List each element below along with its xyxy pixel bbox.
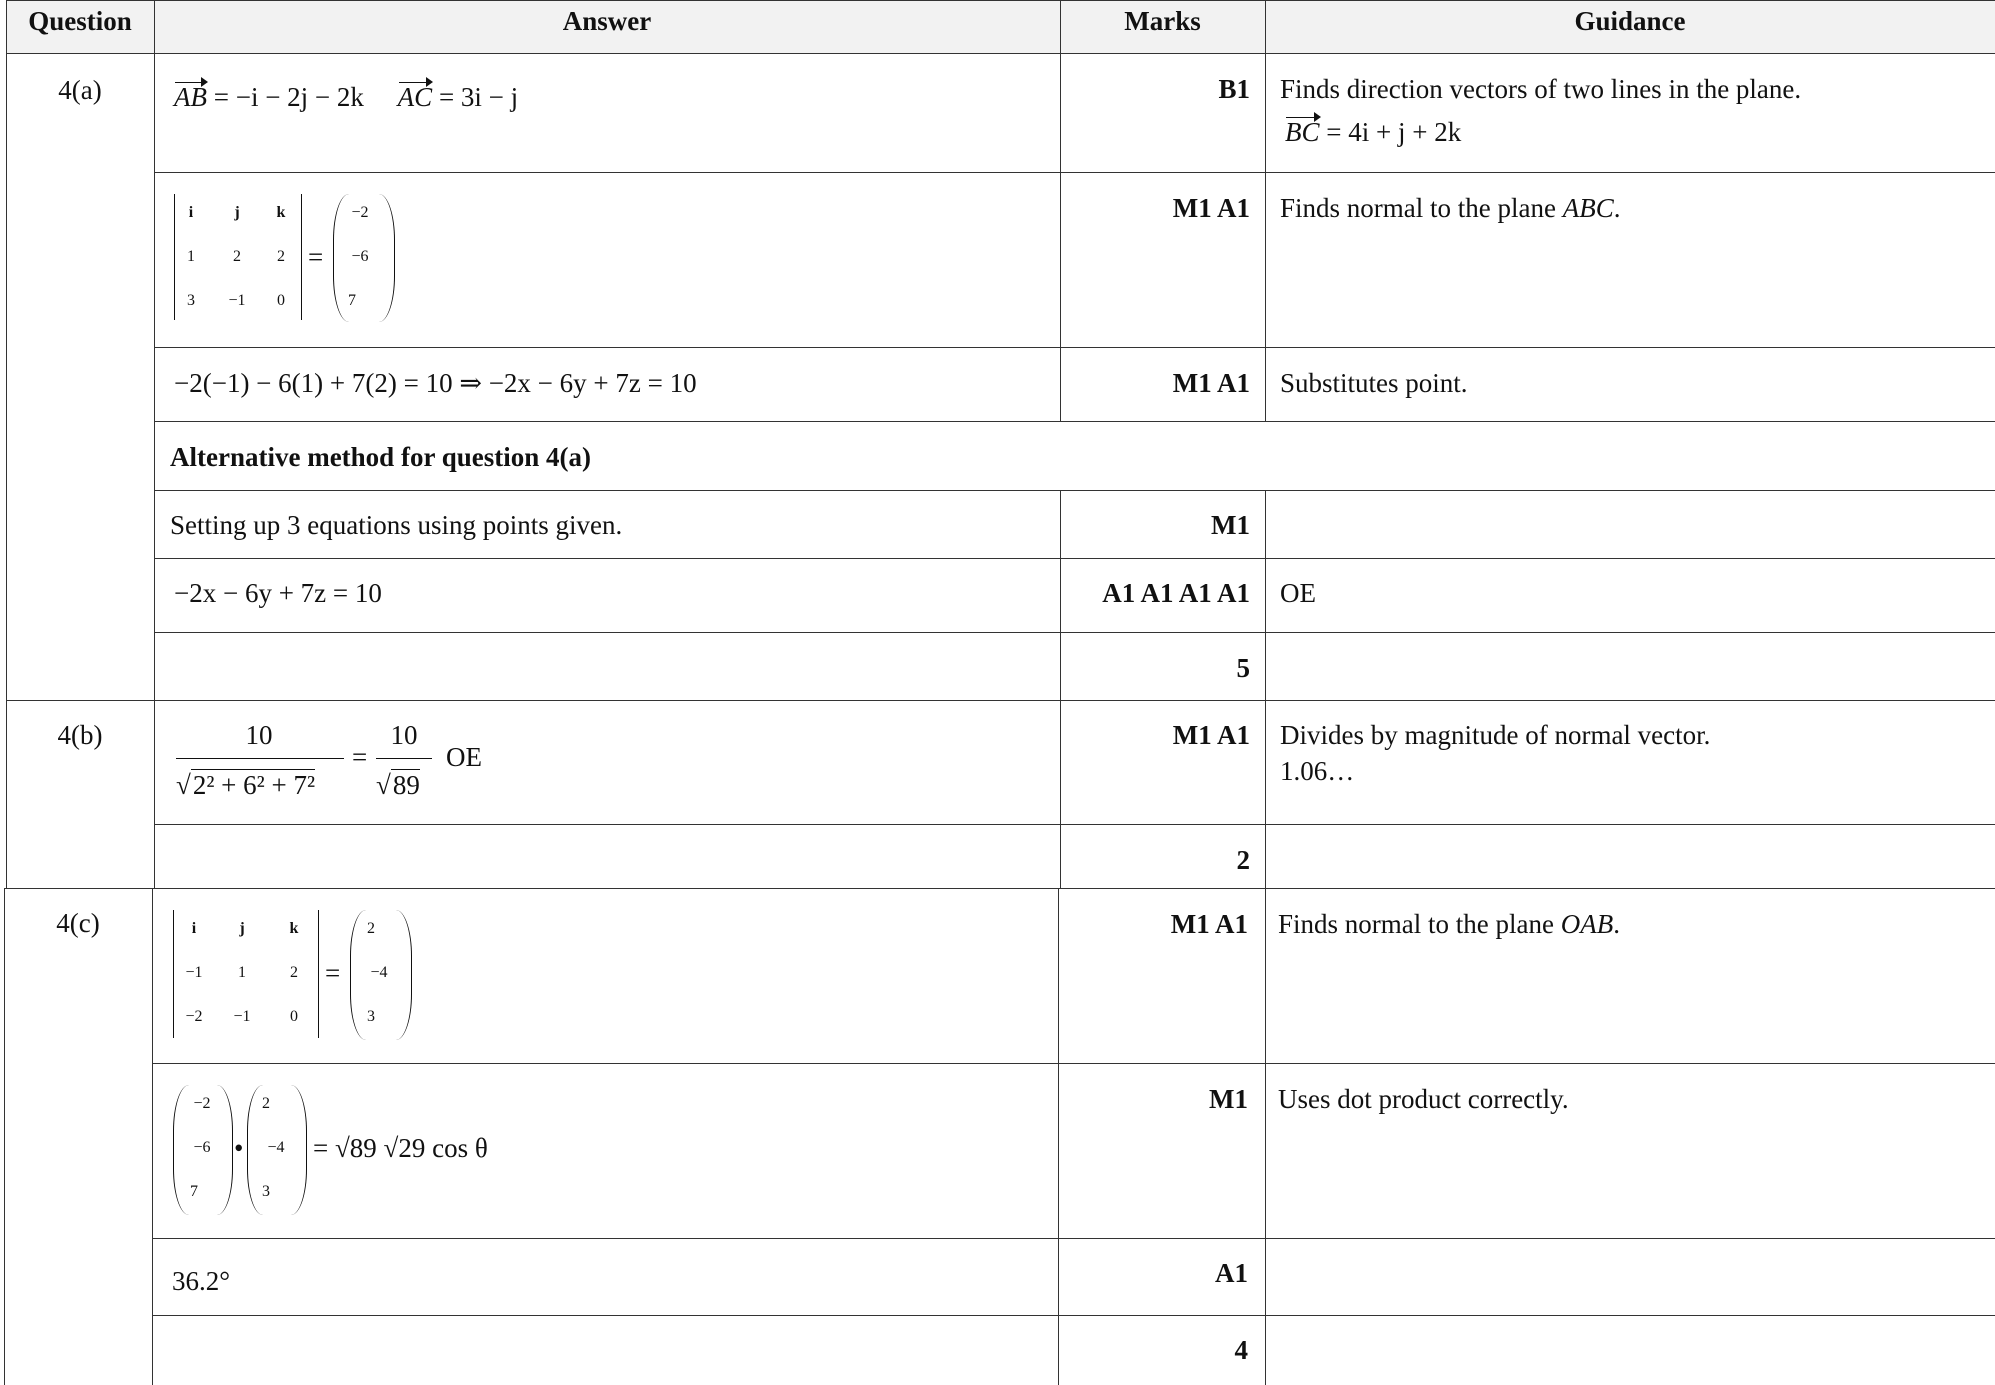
question-divider	[6, 700, 1995, 701]
det-cell: 0	[290, 1008, 298, 1025]
vector-normal-oab	[247, 1085, 307, 1215]
determinant-oab	[173, 910, 319, 1038]
fraction-bar	[176, 758, 344, 759]
vector-component: −6	[193, 1139, 211, 1156]
det-cell: 2	[290, 964, 298, 981]
row-divider	[154, 490, 1995, 491]
answer-angle: 36.2°	[172, 1266, 231, 1296]
header-answer: Answer	[562, 6, 652, 36]
vector-component: 3	[262, 1183, 270, 1200]
vector-bc-value: = 4i + j + 2k	[1319, 117, 1462, 147]
column-divider	[1058, 888, 1059, 1385]
row-divider	[154, 347, 1995, 348]
answer-substitution: −2(−1) − 6(1) + 7(2) = 10 ⇒ −2x − 6y + 7z = 10	[174, 368, 697, 398]
det-cell: 2	[233, 248, 241, 265]
marks-m1-a1: M1 A1	[1170, 909, 1248, 939]
det-cell: 1	[238, 964, 246, 981]
vector-normal-abc	[173, 1085, 233, 1215]
fraction-simplified	[376, 720, 432, 751]
dot-product-rhs: = √89 √29 cos θ	[313, 1133, 488, 1163]
marks-m1: M1	[1209, 1084, 1248, 1114]
equals-sign: =	[325, 958, 341, 988]
total-marks-4c: 4	[1234, 1335, 1248, 1365]
equals-sign: =	[308, 242, 324, 272]
det-cell: i	[191, 920, 197, 937]
vector-bc: BC	[1285, 117, 1320, 147]
det-cell: −1	[233, 1008, 251, 1025]
column-divider	[1265, 490, 1266, 1385]
row-divider	[154, 558, 1995, 559]
guidance-text: .	[1613, 193, 1621, 223]
guidance-text: .	[1613, 909, 1620, 939]
table-border-top	[6, 0, 1995, 1]
guidance-normal-oab	[1278, 907, 1620, 941]
det-cell: 3	[187, 292, 195, 309]
vector-component: −2	[193, 1095, 211, 1112]
column-divider	[154, 0, 155, 888]
fraction-bar	[376, 758, 432, 759]
det-cell: 2	[277, 248, 285, 265]
sqrt-argument: 2² + 6² + 7²	[192, 770, 316, 800]
column-divider	[1265, 0, 1266, 421]
vector-component: 2	[262, 1095, 270, 1112]
vector-component: 7	[190, 1183, 198, 1200]
marks-m1-a1: M1 A1	[1172, 368, 1250, 398]
marks-b1: B1	[1218, 74, 1250, 104]
guidance-substitutes-point: Substitutes point.	[1280, 368, 1468, 398]
header-marks: Marks	[1124, 6, 1201, 36]
marks-m1: M1	[1211, 510, 1250, 540]
fraction-denominator: √89	[376, 770, 420, 800]
question-label-4a: 4(a)	[58, 75, 102, 105]
header-question: Question	[28, 6, 132, 36]
header-divider	[6, 53, 1995, 54]
question-label-4b: 4(b)	[57, 720, 103, 750]
vector-component: −4	[267, 1139, 285, 1156]
header-guidance: Guidance	[1574, 6, 1686, 36]
vector-component: −4	[370, 964, 388, 981]
row-divider	[152, 1315, 1995, 1316]
guidance-normal-abc	[1280, 191, 1620, 225]
guidance-text: Finds normal to the plane	[1278, 909, 1561, 939]
vector-ab-value: = −i − 2j − 2k	[207, 82, 364, 112]
row-divider	[154, 172, 1995, 173]
vector-ac-value: = 3i − j	[432, 82, 519, 112]
guidance-text: Finds normal to the plane	[1280, 193, 1563, 223]
table-border-left	[6, 0, 7, 888]
plane-name: ABC	[1562, 193, 1614, 223]
dot-operator: •	[234, 1133, 244, 1163]
equals-sign: =	[352, 742, 368, 772]
vector-component: −2	[351, 204, 369, 221]
det-cell: −1	[228, 292, 246, 309]
total-marks-4a: 5	[1236, 653, 1250, 683]
det-cell: −1	[185, 964, 203, 981]
fraction-denominator: √2² + 6² + 7²	[176, 770, 316, 800]
det-cell: 0	[277, 292, 285, 309]
sqrt-argument: 89	[392, 770, 420, 800]
det-cell: 1	[187, 248, 195, 265]
vector-component: −6	[351, 248, 369, 265]
row-divider	[154, 632, 1995, 633]
normal-vector-oab	[350, 910, 412, 1040]
vector-component: 3	[367, 1008, 375, 1025]
vector-component: 7	[348, 292, 356, 309]
vector-ab: AB	[174, 82, 207, 112]
guidance-bc-vector	[1285, 115, 1461, 149]
answer-oe: OE	[446, 742, 482, 772]
column-divider	[1060, 490, 1061, 888]
guidance-dot-product: Uses dot product correctly.	[1278, 1084, 1569, 1114]
row-divider	[154, 824, 1995, 825]
answer-plane-equation: −2x − 6y + 7z = 10	[174, 578, 382, 608]
marks-a1: A1	[1215, 1258, 1248, 1288]
guidance-value: 1.06…	[1280, 756, 1355, 786]
vector-component: 2	[367, 920, 375, 937]
question-divider	[4, 888, 1995, 889]
det-cell: −2	[185, 1008, 203, 1025]
det-cell: i	[188, 204, 194, 221]
row-divider	[154, 421, 1995, 422]
alternative-method-heading: Alternative method for question 4(a)	[170, 442, 591, 472]
marks-a1-a1-a1-a1: A1 A1 A1 A1	[1102, 578, 1250, 608]
det-cell: j	[234, 204, 240, 221]
marks-m1-a1: M1 A1	[1172, 720, 1250, 750]
guidance-divides-by-magnitude: Divides by magnitude of normal vector.	[1280, 720, 1711, 750]
fraction-numerator: 10	[245, 720, 273, 750]
row-divider	[152, 1238, 1995, 1239]
guidance-direction-vectors: Finds direction vectors of two lines in the plane.	[1280, 74, 1802, 104]
answer-setting-up-equations: Setting up 3 equations using points given.	[170, 510, 623, 540]
fraction-distance	[174, 720, 344, 751]
row-divider	[152, 1063, 1995, 1064]
det-cell: j	[239, 920, 245, 937]
plane-name: OAB	[1560, 909, 1614, 939]
question-label-4c: 4(c)	[56, 908, 100, 938]
guidance-oe: OE	[1280, 578, 1316, 608]
det-cell: k	[289, 920, 299, 937]
determinant-abc	[174, 194, 302, 320]
total-marks-4b: 2	[1236, 845, 1250, 875]
answer-direction-vectors	[174, 80, 518, 114]
fraction-numerator: 10	[390, 720, 418, 750]
vector-ac: AC	[397, 82, 433, 112]
det-cell: k	[276, 204, 286, 221]
column-divider	[152, 888, 153, 1385]
marks-m1-a1: M1 A1	[1172, 193, 1250, 223]
table-border-left	[4, 888, 5, 1385]
normal-vector-abc	[333, 194, 395, 322]
